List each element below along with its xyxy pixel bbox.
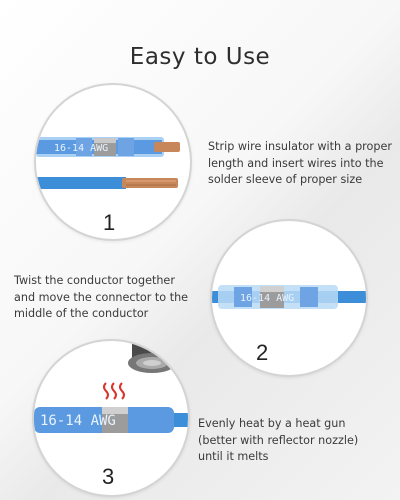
step-3-description: Evenly heat by a heat gun (better with reflector nozzle) until it melts bbox=[198, 417, 359, 463]
page-title: Easy to Use bbox=[129, 44, 271, 70]
step-2-description: Twist the conductor together and move the connector to the middle of the conductor bbox=[14, 274, 189, 320]
step-2-number: 2 bbox=[256, 340, 269, 365]
heat-waves-icon bbox=[104, 383, 124, 399]
sleeve-marking: 16-14 AWG bbox=[240, 293, 295, 304]
step-3-number: 3 bbox=[102, 464, 115, 489]
sleeve-marking: 16-14 AWG bbox=[54, 143, 109, 154]
step-2-illustration bbox=[210, 219, 368, 377]
step-1-description: Strip wire insulator with a proper length and insert wires into the solder sleeve of proper size bbox=[208, 140, 392, 186]
step-1-number: 1 bbox=[103, 210, 116, 235]
sleeve-marking: 16-14 AWG bbox=[40, 413, 116, 429]
heat-gun-icon bbox=[128, 341, 176, 373]
